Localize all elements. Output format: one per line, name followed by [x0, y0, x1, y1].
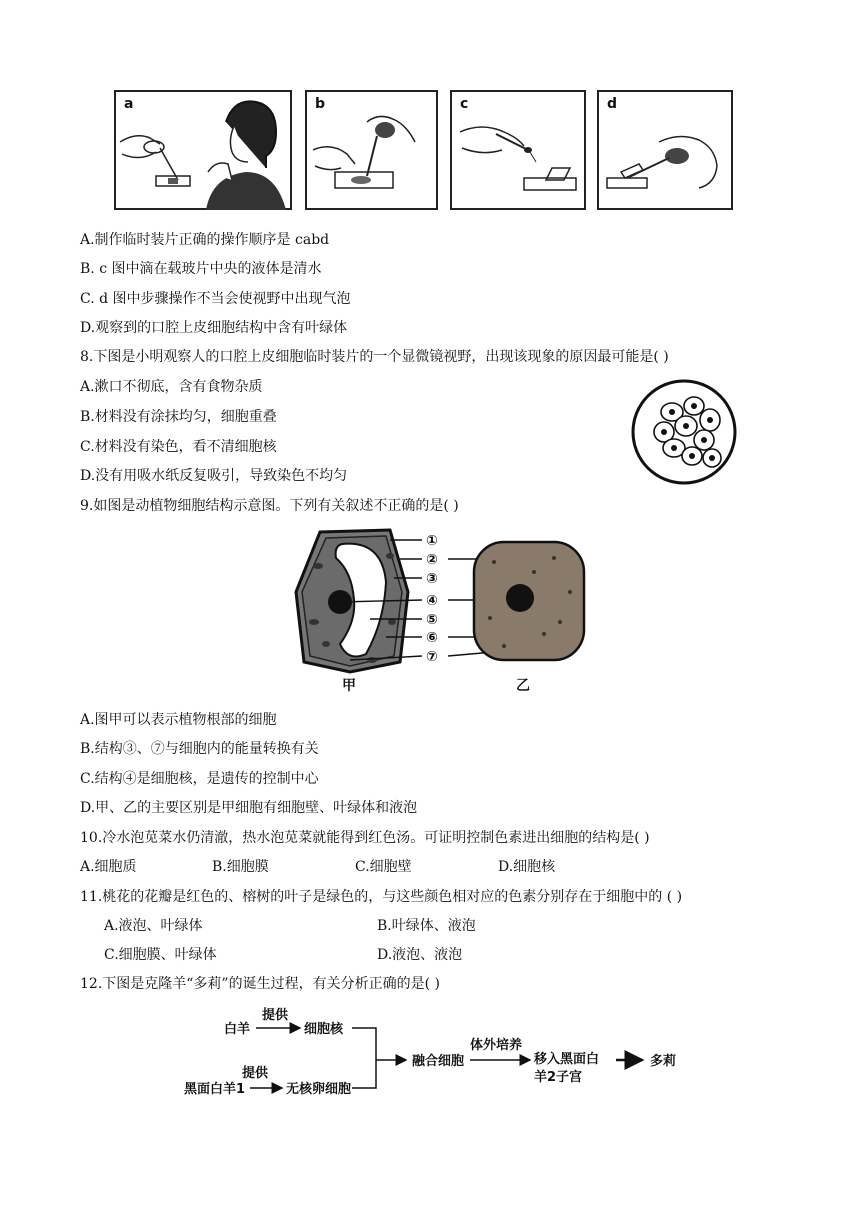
covering-coverslip-illustration — [599, 92, 733, 210]
flow-implant-line2: 羊2子宫 — [534, 1070, 583, 1085]
flow-fused-cell: 融合细胞 — [412, 1054, 465, 1069]
q9-option-a: A.图甲可以表示植物根部的细胞 — [80, 712, 277, 728]
flow-enucleated-egg: 无核卵细胞 — [286, 1082, 352, 1097]
cell-label-2: ② — [426, 552, 438, 568]
q11-option-a: A.液泡、叶绿体 — [104, 918, 203, 934]
flow-implant-line1: 移入黑面白 — [534, 1052, 600, 1067]
q8-stem: 8.下图是小明观察人的口腔上皮细胞临时装片的一个显微镜视野，出现该现象的原因最可能是( ) — [80, 349, 669, 365]
cloning-flow-diagram — [180, 1005, 700, 1105]
panel-label: d — [607, 96, 618, 112]
cell-structure-figure — [290, 522, 590, 697]
flow-nucleus: 细胞核 — [304, 1022, 344, 1037]
q7-option-a: A.制作临时装片正确的操作顺序是 cabd — [80, 232, 330, 248]
panel-label: a — [124, 96, 134, 112]
cell-label-6: ⑥ — [426, 630, 438, 646]
q10-option-c: C.细胞壁 — [355, 859, 412, 875]
q11-stem: 11.桃花的花瓣是红色的、榕树的叶子是绿色的，与这些颜色相对应的色素分别存在于细胞中的 ( ) — [80, 889, 683, 905]
cell-label-1: ① — [426, 533, 438, 549]
flow-provide-label-2: 提供 — [242, 1066, 269, 1081]
cell-label-7: ⑦ — [426, 649, 438, 665]
q10-option-a: A.细胞质 — [80, 859, 137, 875]
panel-label: b — [315, 96, 326, 112]
q9-stem: 9.如图是动植物细胞结构示意图。下列有关叙述不正确的是( ) — [80, 498, 459, 514]
cell-label-5: ⑤ — [426, 612, 438, 628]
flow-black-sheep-1: 黑面白羊1 — [184, 1082, 246, 1097]
figure-panel-c — [450, 90, 586, 210]
flow-white-sheep: 白羊 — [224, 1022, 251, 1037]
smearing-sample-illustration — [307, 92, 438, 210]
q10-option-d: D.细胞核 — [498, 859, 556, 875]
q12-stem: 12.下图是克隆羊“多莉”的诞生过程，有关分析正确的是( ) — [80, 976, 440, 992]
q9-option-b: B.结构③、⑦与细胞内的能量转换有关 — [80, 741, 319, 757]
flow-culture-label: 体外培养 — [470, 1038, 523, 1053]
plant-cell-caption: 甲 — [342, 678, 356, 694]
q11-option-b: B.叶绿体、液泡 — [377, 918, 476, 934]
q8-option-c: C.材料没有染色，看不清细胞核 — [80, 439, 277, 455]
q8-option-a: A.漱口不彻底，含有食物杂质 — [80, 379, 263, 395]
q7-option-b: B. c 图中滴在载玻片中央的液体是清水 — [80, 261, 322, 277]
scraping-cheek-illustration — [116, 92, 292, 210]
q9-option-c: C.结构④是细胞核，是遗传的控制中心 — [80, 771, 319, 787]
q11-option-d: D.液泡、液泡 — [377, 947, 463, 963]
figure-panel-b — [305, 90, 438, 210]
q9-option-d: D.甲、乙的主要区别是甲细胞有细胞壁、叶绿体和液泡 — [80, 800, 418, 816]
microscope-field-figure — [630, 378, 740, 488]
q8-option-b: B.材料没有涂抹均匀，细胞重叠 — [80, 409, 277, 425]
flow-dolly: 多莉 — [650, 1054, 677, 1069]
panel-label: c — [460, 96, 469, 112]
figure-panel-a — [114, 90, 292, 210]
cell-label-3: ③ — [426, 571, 438, 587]
q8-option-d: D.没有用吸水纸反复吸引，导致染色不均匀 — [80, 468, 348, 484]
flow-provide-label-1: 提供 — [262, 1008, 289, 1023]
figure-panel-d — [597, 90, 733, 210]
q11-option-c: C.细胞膜、叶绿体 — [104, 947, 217, 963]
cell-label-4: ④ — [426, 593, 438, 609]
q10-stem: 10.冷水泡苋菜水仍清澈，热水泡苋菜就能得到红色汤。可证明控制色素进出细胞的结构是( ) — [80, 830, 650, 846]
animal-cell-caption: 乙 — [516, 678, 530, 694]
q10-option-b: B.细胞膜 — [212, 859, 269, 875]
dropping-water-illustration — [452, 92, 586, 210]
q7-option-d: D.观察到的口腔上皮细胞结构中含有叶绿体 — [80, 320, 348, 336]
q7-option-c: C. d 图中步骤操作不当会使视野中出现气泡 — [80, 291, 351, 307]
